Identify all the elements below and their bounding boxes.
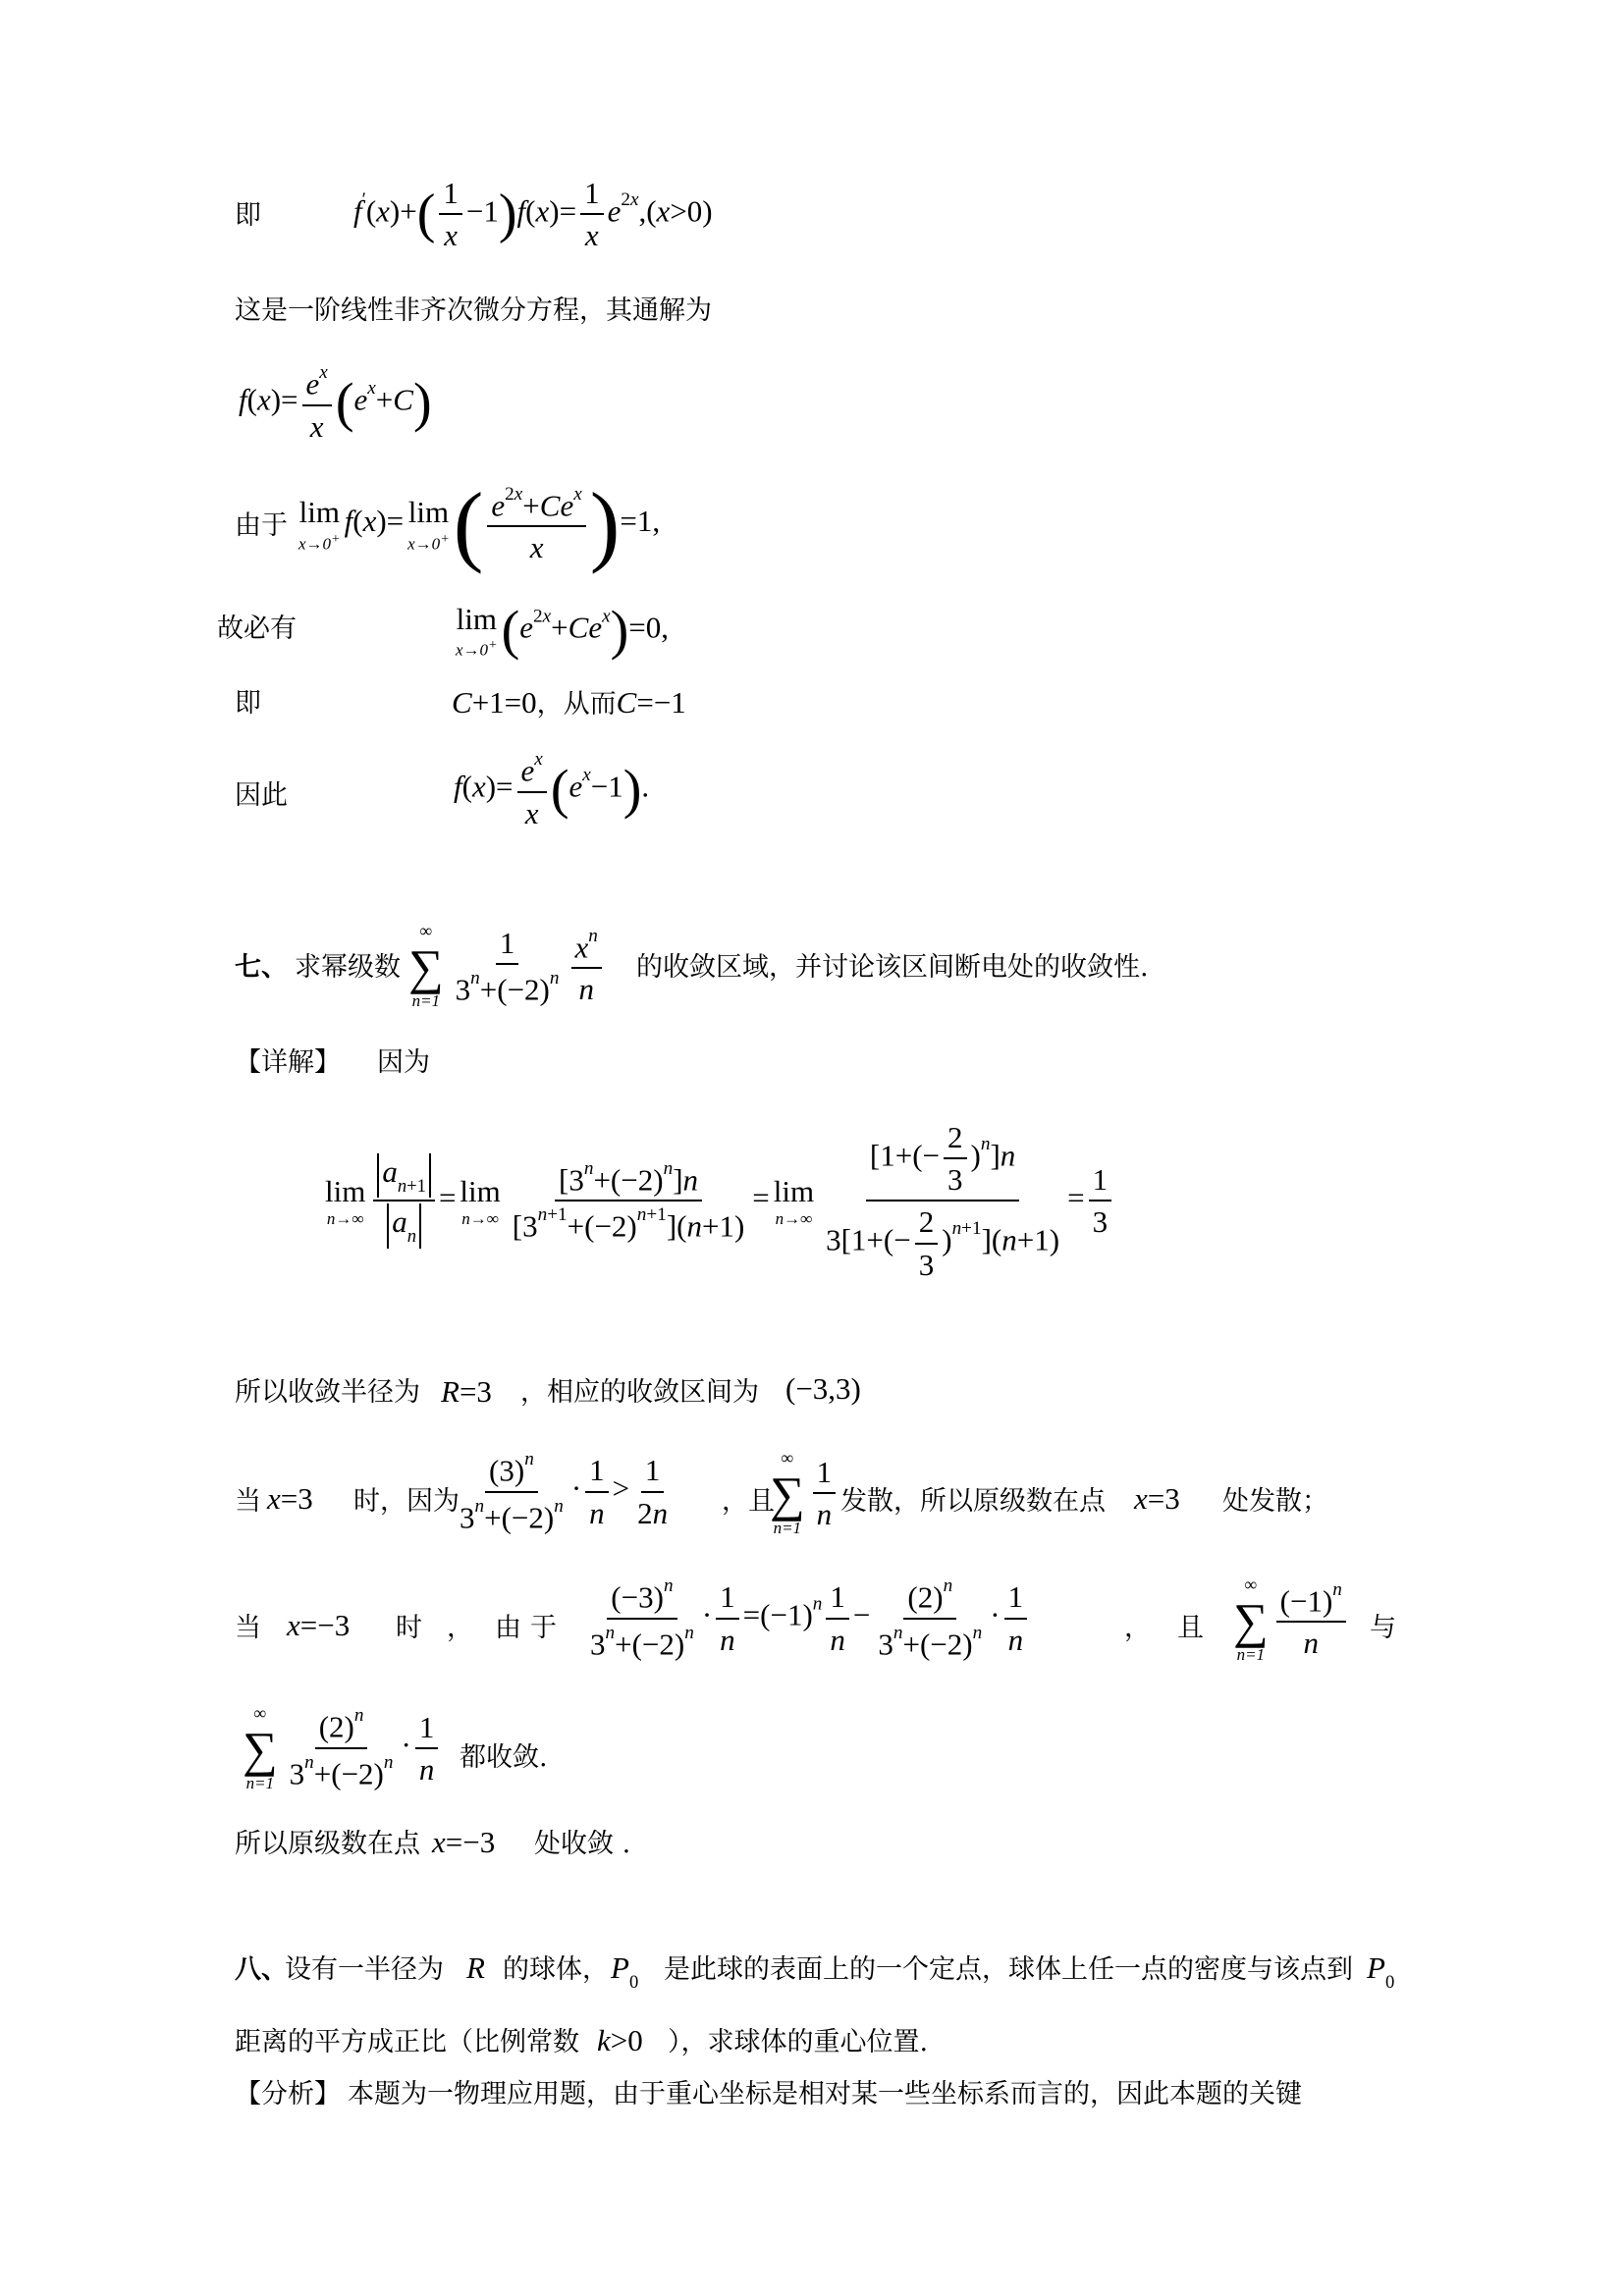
part7-case2-e: 于 [530, 1613, 557, 1643]
part6-final-solution: f(x)= $\frac{e^x}{x}$ $(e^x-1)$. [454, 749, 650, 830]
part7-case2-decomposition: $\frac{(-3)^n}{3^n+(-2)^n}$ · $\frac{1}{n}$ $=(-1)^n$ $\frac{1}{n}$ − $\frac{(2)^n}{3^n+(-2)^n}$ · $\frac{1}{n}$ [582, 1575, 1031, 1662]
part8-line2-b: ），求球体的重心位置. [668, 2027, 929, 2057]
part8-line1-c: 是此球的表面上的一个定点，球体上任一点的密度与该点到 [664, 1954, 1353, 1985]
part6-line2-text: 这是一阶线性非齐次微分方程，其通解为 [235, 295, 712, 326]
part7-case1-d: 发散，所以原级数在点 [840, 1486, 1106, 1517]
part7-ratio-limit: lim n→∞ $\frac{a_{n+1}}{a_n}$ = lim n→∞ $\frac{[3^n+(-2)^n]n}{[3^{n+1}+(-2)^{n+1}](n+1)}$ = lim n→∞ [1+(− $\frac{2}{3}$ )$^n$]n 3[1+(− $\frac{2}{3}$ )$^{n+1}$](n+1) = $\frac{1}{3}$ [321, 1119, 1115, 1283]
part7-conclusion-x: x=−3 [432, 1825, 496, 1859]
part8-k-condition: k>0 [597, 2023, 643, 2057]
part7-conclusion-b: 处收敛 . [534, 1829, 631, 1859]
part7-heading-pre: 求幂级数 [295, 952, 401, 983]
part7-radius-text-b: ，相应的收敛区间为 [520, 1377, 759, 1408]
part7-case2-x-neg3: x=−3 [287, 1608, 351, 1642]
part7-conclusion-a: 所以原级数在点 [235, 1829, 420, 1859]
part7-case2-h: 与 [1370, 1613, 1396, 1643]
part7-answer-intro: 因为 [377, 1047, 430, 1078]
part8-radius-symbol: R [466, 1950, 485, 1985]
part7-case1-e: 处发散； [1222, 1486, 1328, 1517]
part6-line6-text: ，从而 [536, 689, 617, 720]
part6-line1-label: 即 [235, 200, 261, 231]
part6-limit-zero: lim x→0+ $(e^{2x}+Ce^x)=0$, [456, 600, 670, 662]
part7-case1-x3: x=3 [267, 1481, 313, 1516]
part7-case1-a: 当 [235, 1486, 261, 1517]
part6-constant-eq: C+1=0，从而C=−1 [452, 685, 686, 720]
part8-analysis-tag: 【分析】 [235, 2079, 341, 2109]
part8-line2-a: 距离的平方成正比（比例常数 [235, 2027, 579, 2057]
part7-radius-eq: R=3 [441, 1374, 492, 1409]
part7-case1-inequality: $\frac{(3)^n}{3^n+(-2)^n}$ · $\frac{1}{n}$ > $\frac{1}{2n}$ [460, 1449, 669, 1534]
part8-line1-b: 的球体， [503, 1954, 609, 1985]
part7-heading-post: 的收敛区域，并讨论该区间断电处的收敛性. [636, 952, 1149, 983]
part8-line1-a: 设有一半径为 [285, 1954, 444, 1985]
part7-alternating-series: ∞ ∑ n=1 $\frac{(-1)^n}{n}$ [1229, 1575, 1350, 1665]
part7-second-series: ∞ ∑ n=1 $\frac{(2)^n}{3^n+(-2)^n}$ · $\frac{1}{n}$ [239, 1703, 442, 1793]
part6-line6-label: 即 [235, 688, 261, 719]
part8-heading-number: 八、 [235, 1954, 288, 1985]
part7-answer-tag: 【详解】 [235, 1047, 341, 1078]
part7-radius-text-a: 所以收敛半径为 [235, 1377, 420, 1408]
part7-interval: (−3,3) [785, 1371, 861, 1406]
part6-equation-ode: f′(x)+( $\frac{1}{x}$ −1)f(x)= $\frac{1}{x}$ $e^{2x},(x>0)$ [353, 176, 713, 253]
part7-case2-f: ， [1124, 1613, 1151, 1643]
part7-case1-c: ，且 [722, 1486, 775, 1517]
part7-case1-x3-b: x=3 [1134, 1481, 1180, 1516]
part8-p0-symbol-b: $P_0$ [1367, 1950, 1395, 1994]
part6-line5-label: 故必有 [217, 614, 297, 644]
part7-case2-g: 且 [1177, 1613, 1204, 1643]
part6-line7-label: 因此 [235, 780, 288, 811]
part6-limit-condition: lim x→0+ f(x)= lim x→0+ ( $\frac{e^{2x}+Ce^x}{x}$ )=1, [298, 474, 661, 574]
part7-case2-c: ， [447, 1613, 473, 1643]
part7-case2-b: 时 [396, 1613, 422, 1643]
part7-series-expression: ∞ ∑ n=1 $\frac{1}{3^n+(-2)^n}$ $\frac{x^n}{n}$ [405, 921, 606, 1011]
part6-general-solution: f(x)= $\frac{e^x}{x}$ $(e^x+C)$ [239, 362, 432, 444]
part8-analysis-text: 本题为一物理应用题，由于重心坐标是相对某一些坐标系而言的，因此本题的关键 [348, 2079, 1302, 2109]
part7-case2-d: 由 [495, 1613, 521, 1643]
part7-both-converge: 都收敛. [460, 1742, 548, 1773]
part8-p0-symbol: $P_0$ [611, 1950, 639, 1994]
part7-case1-b: 时，因为 [353, 1486, 460, 1517]
part6-line4-label: 由于 [235, 510, 288, 541]
part7-heading-number: 七、 [235, 952, 288, 983]
part7-harmonic-series: ∞ ∑ n=1 $\frac{1}{n}$ [766, 1448, 839, 1538]
part7-case2-a: 当 [235, 1613, 261, 1643]
